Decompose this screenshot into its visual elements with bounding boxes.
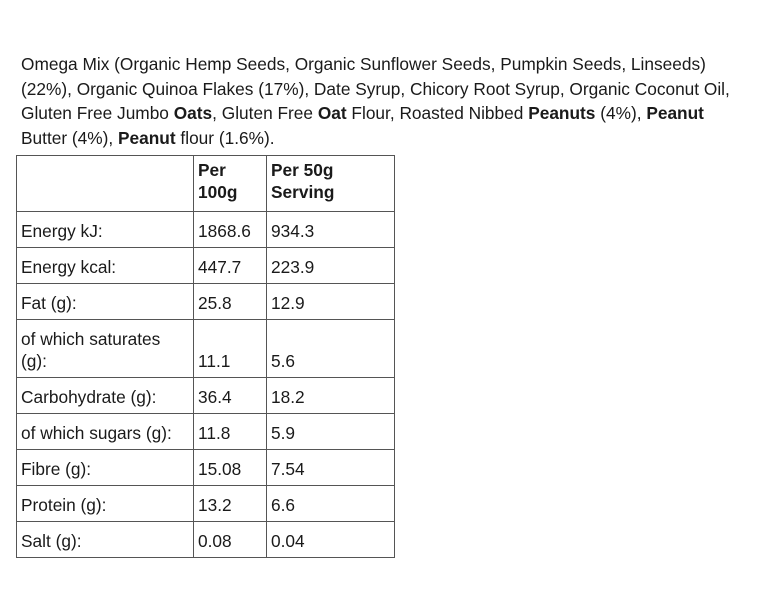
table-row bbox=[17, 486, 395, 522]
table-row bbox=[17, 522, 395, 558]
ingredients-text bbox=[21, 52, 741, 150]
value-per-100g: 11.8 bbox=[194, 414, 267, 450]
ingredients-segment: Flour, Roasted Nibbed bbox=[346, 103, 529, 123]
nutrient-label: Fibre (g): bbox=[17, 450, 194, 486]
value-per-serving: 223.9 bbox=[267, 248, 395, 284]
header-cell-label bbox=[17, 156, 194, 212]
value-per-serving: 5.6 bbox=[267, 320, 395, 378]
allergen-highlight: Peanuts bbox=[528, 103, 596, 123]
value-per-100g: 25.8 bbox=[194, 284, 267, 320]
ingredients-segment: (4%), bbox=[595, 103, 647, 123]
value-per-serving: 18.2 bbox=[267, 378, 395, 414]
nutrient-label: Carbohydrate (g): bbox=[17, 378, 194, 414]
value-per-100g: 11.1 bbox=[194, 320, 267, 378]
table-row bbox=[17, 414, 395, 450]
nutrient-label: of which sugars (g): bbox=[17, 414, 194, 450]
nutrient-label: Salt (g): bbox=[17, 522, 194, 558]
allergen-highlight: Oat bbox=[317, 103, 347, 123]
value-per-serving: 934.3 bbox=[267, 212, 395, 248]
table-row bbox=[17, 320, 395, 378]
nutrition-table bbox=[16, 155, 395, 558]
value-per-serving: 12.9 bbox=[267, 284, 395, 320]
value-per-100g: 447.7 bbox=[194, 248, 267, 284]
nutrient-label: Energy kJ: bbox=[17, 212, 194, 248]
ingredients-segment: , Gluten Free bbox=[212, 103, 318, 123]
value-per-100g: 13.2 bbox=[194, 486, 267, 522]
table-row bbox=[17, 450, 395, 486]
header-cell-per-serving: Per 50g Serving bbox=[267, 156, 395, 212]
value-per-serving: 7.54 bbox=[267, 450, 395, 486]
table-row bbox=[17, 284, 395, 320]
header-cell-per-100g: Per 100g bbox=[194, 156, 267, 212]
table-header-row bbox=[17, 156, 395, 212]
ingredients-segment: Omega Mix (Organic Hemp Seeds, Organic Sunflower Seeds, Pumpkin Seeds, Linseeds) (22%), Organic Quinoa Flakes (17%), Date Syrup, Chicory Root Syrup, Organic Coconut Oil, Gluten Free Jumbo bbox=[21, 54, 730, 123]
table-row bbox=[17, 378, 395, 414]
value-per-100g: 36.4 bbox=[194, 378, 267, 414]
ingredients-segment: flour (1.6%). bbox=[175, 127, 275, 148]
nutrient-label: Protein (g): bbox=[17, 486, 194, 522]
nutrient-label: of which saturates (g): bbox=[17, 320, 194, 378]
value-per-100g: 1868.6 bbox=[194, 212, 267, 248]
value-per-serving: 0.04 bbox=[267, 522, 395, 558]
allergen-highlight: Peanut bbox=[646, 103, 704, 123]
allergen-highlight: Oats bbox=[173, 103, 213, 123]
table-row bbox=[17, 212, 395, 248]
value-per-100g: 15.08 bbox=[194, 450, 267, 486]
value-per-serving: 5.9 bbox=[267, 414, 395, 450]
value-per-100g: 0.08 bbox=[194, 522, 267, 558]
allergen-highlight: Peanut bbox=[118, 127, 176, 148]
ingredients-segment: Butter (4%), bbox=[21, 127, 118, 148]
nutrient-label: Fat (g): bbox=[17, 284, 194, 320]
nutrient-label: Energy kcal: bbox=[17, 248, 194, 284]
table-row bbox=[17, 248, 395, 284]
value-per-serving: 6.6 bbox=[267, 486, 395, 522]
